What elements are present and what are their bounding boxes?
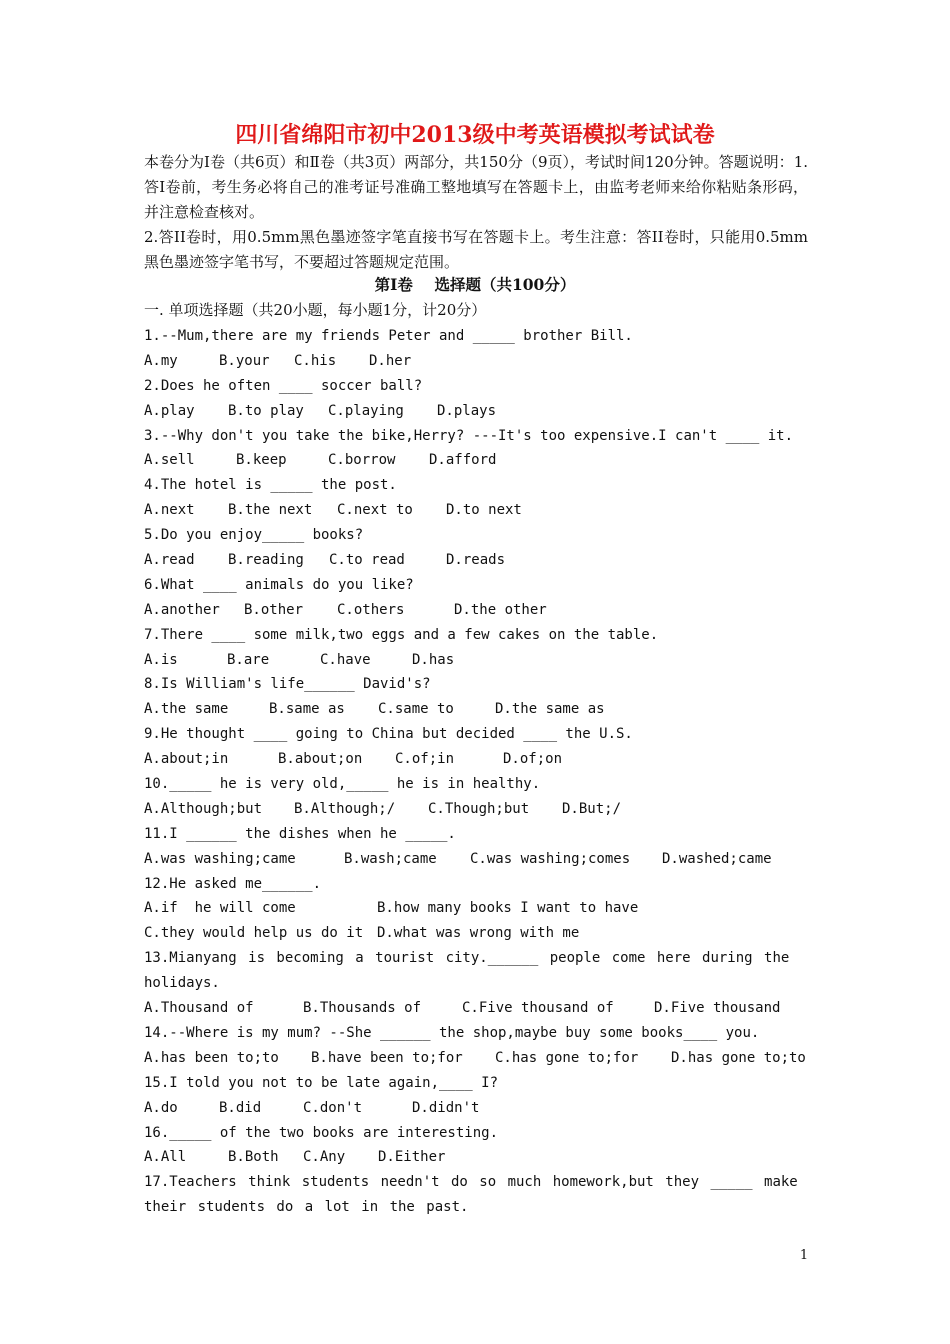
answer-option: A.next bbox=[144, 502, 195, 519]
question-stem: 7.There ____ some milk,two eggs and a few cakes on the table. bbox=[144, 626, 659, 643]
answer-option: C.of;in bbox=[395, 751, 455, 768]
answer-option: D.Either bbox=[378, 1149, 446, 1166]
answer-option: B.Although;/ bbox=[294, 800, 396, 817]
answer-option: C.same to bbox=[378, 701, 454, 718]
exam-title: 四川省绵阳市初中2013级中考英语模拟考试试卷 bbox=[235, 122, 715, 148]
answer-option: B.how many books I want to have bbox=[377, 900, 639, 917]
answer-options bbox=[144, 548, 808, 573]
question-list bbox=[144, 324, 808, 1220]
answer-option: A.the same bbox=[144, 701, 229, 718]
question-stem: 9.He thought ____ going to China but decided ____ the U.S. bbox=[144, 726, 633, 743]
question-stem: 8.Is William's life______ David's? bbox=[144, 676, 431, 693]
answer-option: C.has gone to;for bbox=[495, 1049, 639, 1066]
answer-option: C.Though;but bbox=[428, 800, 530, 817]
question-stem: 3.--Why don't you take the bike,Herry? ---It's too expensive.I can't ____ it. bbox=[144, 427, 794, 444]
answer-option: B.did bbox=[219, 1099, 262, 1116]
answer-option: A.if he will come bbox=[144, 900, 296, 917]
question-stem: 14.--Where is my mum? --She ______ the shop,maybe buy some books____ you. bbox=[144, 1024, 760, 1041]
answer-options bbox=[144, 1046, 808, 1071]
answer-option: A.has been to;to bbox=[144, 1049, 279, 1066]
answer-option: A.Thousand of bbox=[144, 1000, 254, 1017]
answer-option: C.don't bbox=[303, 1099, 363, 1116]
answer-option: A.read bbox=[144, 552, 195, 569]
answer-options bbox=[144, 1096, 808, 1121]
answer-option: B.keep bbox=[236, 452, 287, 469]
answer-option: D.has gone to;to bbox=[671, 1049, 806, 1066]
answer-options bbox=[144, 921, 808, 946]
answer-option: A.sell bbox=[144, 452, 195, 469]
answer-option: C.they would help us do it bbox=[144, 925, 364, 942]
question-stem: 6.What ____ animals do you like? bbox=[144, 576, 414, 593]
answer-option: B.same as bbox=[269, 701, 345, 718]
answer-option: D.reads bbox=[446, 552, 506, 569]
answer-option: A.Although;but bbox=[144, 800, 263, 817]
answer-option: D.But;/ bbox=[562, 800, 622, 817]
answer-option: D.of;on bbox=[503, 751, 563, 768]
answer-option: C.his bbox=[294, 352, 337, 369]
answer-option: B.have been to;for bbox=[311, 1049, 463, 1066]
answer-option: A.do bbox=[144, 1099, 178, 1116]
answer-option: C.borrow bbox=[328, 452, 396, 469]
answer-option: D.plays bbox=[437, 402, 497, 419]
answer-option: D.didn't bbox=[412, 1099, 480, 1116]
answer-option: B.to play bbox=[228, 402, 304, 419]
answer-option: C.Any bbox=[303, 1149, 346, 1166]
answer-option: C.others bbox=[337, 601, 405, 618]
answer-option: B.other bbox=[244, 601, 304, 618]
answer-option: D.washed;came bbox=[662, 850, 772, 867]
answer-option: A.was washing;came bbox=[144, 850, 296, 867]
answer-option: D.the same as bbox=[495, 701, 605, 718]
answer-option: A.another bbox=[144, 601, 220, 618]
answer-options bbox=[144, 648, 808, 673]
answer-options bbox=[144, 448, 808, 473]
exam-instructions bbox=[144, 150, 808, 275]
answer-option: D.what was wrong with me bbox=[377, 925, 580, 942]
answer-option: B.are bbox=[227, 651, 270, 668]
question-stem: 16._____ of the two books are interesting. bbox=[144, 1124, 499, 1141]
question-stem: 11.I ______ the dishes when he _____. bbox=[144, 825, 456, 842]
page-number: 1 bbox=[799, 1248, 809, 1263]
answer-options bbox=[144, 896, 808, 921]
answer-option: C.to read bbox=[329, 552, 405, 569]
question-stem: 17.Teachers think students needn't do so much homework,but they _____ make their students do a lot in the past. bbox=[144, 1174, 810, 1216]
question-stem: 15.I told you not to be late again,____ I? bbox=[144, 1074, 499, 1091]
question-stem: 13.Mianyang is becoming a tourist city.______ people come here during the holidays. bbox=[144, 950, 801, 992]
answer-options bbox=[144, 498, 808, 523]
answer-option: A.play bbox=[144, 402, 195, 419]
answer-option: D.the other bbox=[454, 601, 547, 618]
answer-options bbox=[144, 996, 808, 1021]
answer-option: D.her bbox=[369, 352, 412, 369]
answer-option: C.have bbox=[320, 651, 371, 668]
answer-option: B.the next bbox=[228, 502, 313, 519]
part-title: 一. 单项选择题（共20小题，每小题1分，计20分） bbox=[144, 301, 487, 319]
answer-option: B.your bbox=[219, 352, 270, 369]
answer-option: B.about;on bbox=[278, 751, 363, 768]
question-stem: 4.The hotel is _____ the post. bbox=[144, 477, 397, 494]
answer-options bbox=[144, 697, 808, 722]
answer-option: D.afford bbox=[429, 452, 497, 469]
question-stem: 1.--Mum,there are my friends Peter and _____ brother Bill. bbox=[144, 328, 633, 344]
answer-option: C.playing bbox=[328, 402, 404, 419]
section-title: 第Ⅰ卷 选择题（共100分） bbox=[374, 275, 576, 294]
question-stem: 10._____ he is very old,_____ he is in healthy. bbox=[144, 776, 541, 793]
answer-option: C.was washing;comes bbox=[470, 850, 631, 867]
answer-options bbox=[144, 847, 808, 872]
answer-option: B.Both bbox=[228, 1149, 279, 1166]
instruction-paragraph-1: 本卷分为Ⅰ卷（共6页）和Ⅱ卷（共3页）两部分，共150分（9页），考试时间120分钟。答题说明：1.答Ⅰ卷前，考生务必将自己的准考证号准确工整地填写在答题卡上，由监考老师来给你粘贴条形码，并注意检查核对。 bbox=[144, 153, 808, 221]
question-stem: 12.He asked me______. bbox=[144, 875, 322, 892]
answer-options bbox=[144, 797, 808, 822]
answer-options bbox=[144, 1145, 808, 1170]
question-stem: 2.Does he often ____ soccer ball? bbox=[144, 377, 423, 394]
answer-option: B.reading bbox=[228, 552, 304, 569]
answer-option: C.Five thousand of bbox=[462, 1000, 614, 1017]
answer-option: C.next to bbox=[337, 502, 413, 519]
answer-option: D.to next bbox=[446, 502, 522, 519]
answer-option: B.wash;came bbox=[344, 850, 437, 867]
answer-option: A.All bbox=[144, 1149, 187, 1166]
answer-options bbox=[144, 399, 808, 424]
answer-options bbox=[144, 747, 808, 772]
answer-option: B.Thousands of bbox=[303, 1000, 422, 1017]
answer-option: D.has bbox=[412, 651, 455, 668]
answer-option: A.my bbox=[144, 352, 178, 369]
answer-option: A.about;in bbox=[144, 751, 229, 768]
answer-options bbox=[144, 349, 808, 374]
answer-options bbox=[144, 598, 808, 623]
instruction-paragraph-2: 2.答II卷时，用0.5mm黑色墨迹签字笔直接书写在答题卡上。考生注意：答II卷时，只能用0.5mm黑色墨迹签字笔书写，不要超过答题规定范围。 bbox=[144, 228, 808, 271]
question-stem: 5.Do you enjoy_____ books? bbox=[144, 527, 364, 544]
answer-option: D.Five thousand bbox=[654, 1000, 781, 1017]
answer-option: A.is bbox=[144, 651, 178, 668]
